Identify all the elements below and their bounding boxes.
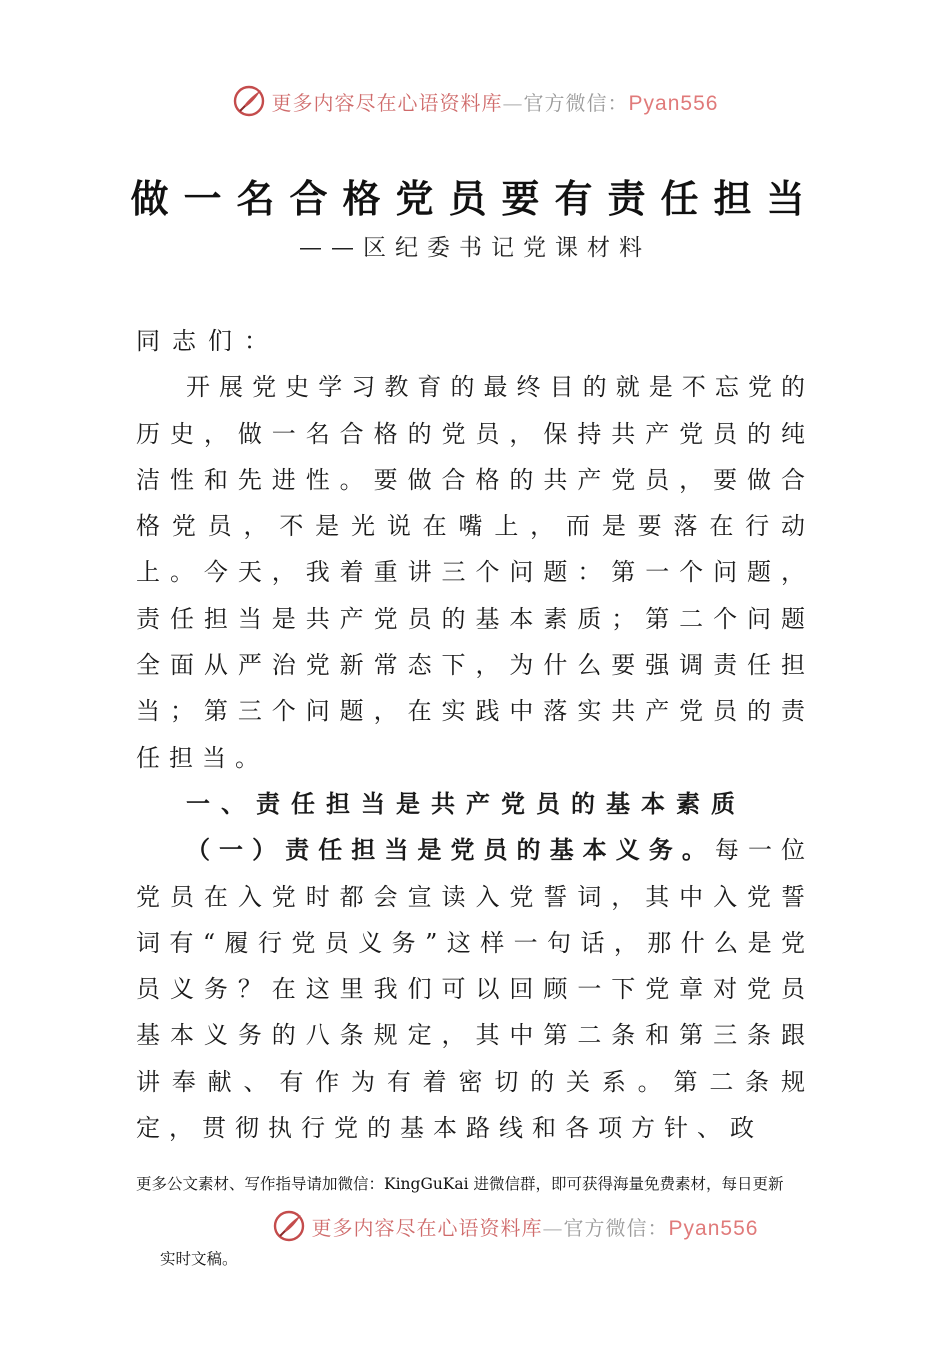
watermark-banner-top: [0, 84, 950, 118]
document-body: [136, 318, 814, 1151]
intro-paragraph: 开展党史学习教育的最终目的就是不忘党的历史，做一名合格的党员，保持共产党员的纯洁性和先进性。要做合格的共产党员，要做合格党员，不是光说在嘴上，而是要落在行动上。今天，我着重讲三个问题：第一个问题，责任担当是共产党员的基本素质；第二个问题全面从严治党新常态下，为什么要强调责任担当；第三个问题，在实践中落实共产党员的责任担当。: [136, 373, 814, 772]
document-subtitle: ——区纪委书记党课材料: [299, 235, 651, 261]
feather-pen-logo-icon: [272, 1209, 306, 1243]
greeting: 同志们：: [136, 327, 280, 355]
footer-note: 更多公文素材、写作指导请加微信：KingGuKai 进微信群，即可获得海量免费素材，每日更新: [136, 1175, 784, 1193]
watermark-text: 更多内容尽在心语资料库—官方微信：Pyan556: [311, 1215, 759, 1240]
subsection-paragraph: [136, 827, 814, 1151]
subsection-text: 每一位党员在入党时都会宣读入党誓词，其中入党誓词有“履行党员义务”这样一句话，那什么是党员义务？在这里我们可以回顾一下党章对党员基本义务的八条规定，其中第二条和第三条跟讲奉献、有作为有着密切的关系。第二条规定，贯彻执行党的基本路线和各项方针、政: [136, 836, 815, 1143]
watermark-text: 更多内容尽在心语资料库—官方微信：Pyan556: [271, 90, 719, 115]
subsection-lead: （一）责任担当是党员的基本义务。: [186, 835, 715, 865]
document-title: 做一名合格党员要有责任担当: [130, 176, 820, 221]
section-heading: 一、责任担当是共产党员的基本素质: [186, 788, 746, 818]
feather-pen-logo-icon: [232, 84, 266, 118]
footer-note-continued: 实时文稿。: [160, 1250, 238, 1268]
watermark-banner-bottom: [40, 1209, 950, 1243]
